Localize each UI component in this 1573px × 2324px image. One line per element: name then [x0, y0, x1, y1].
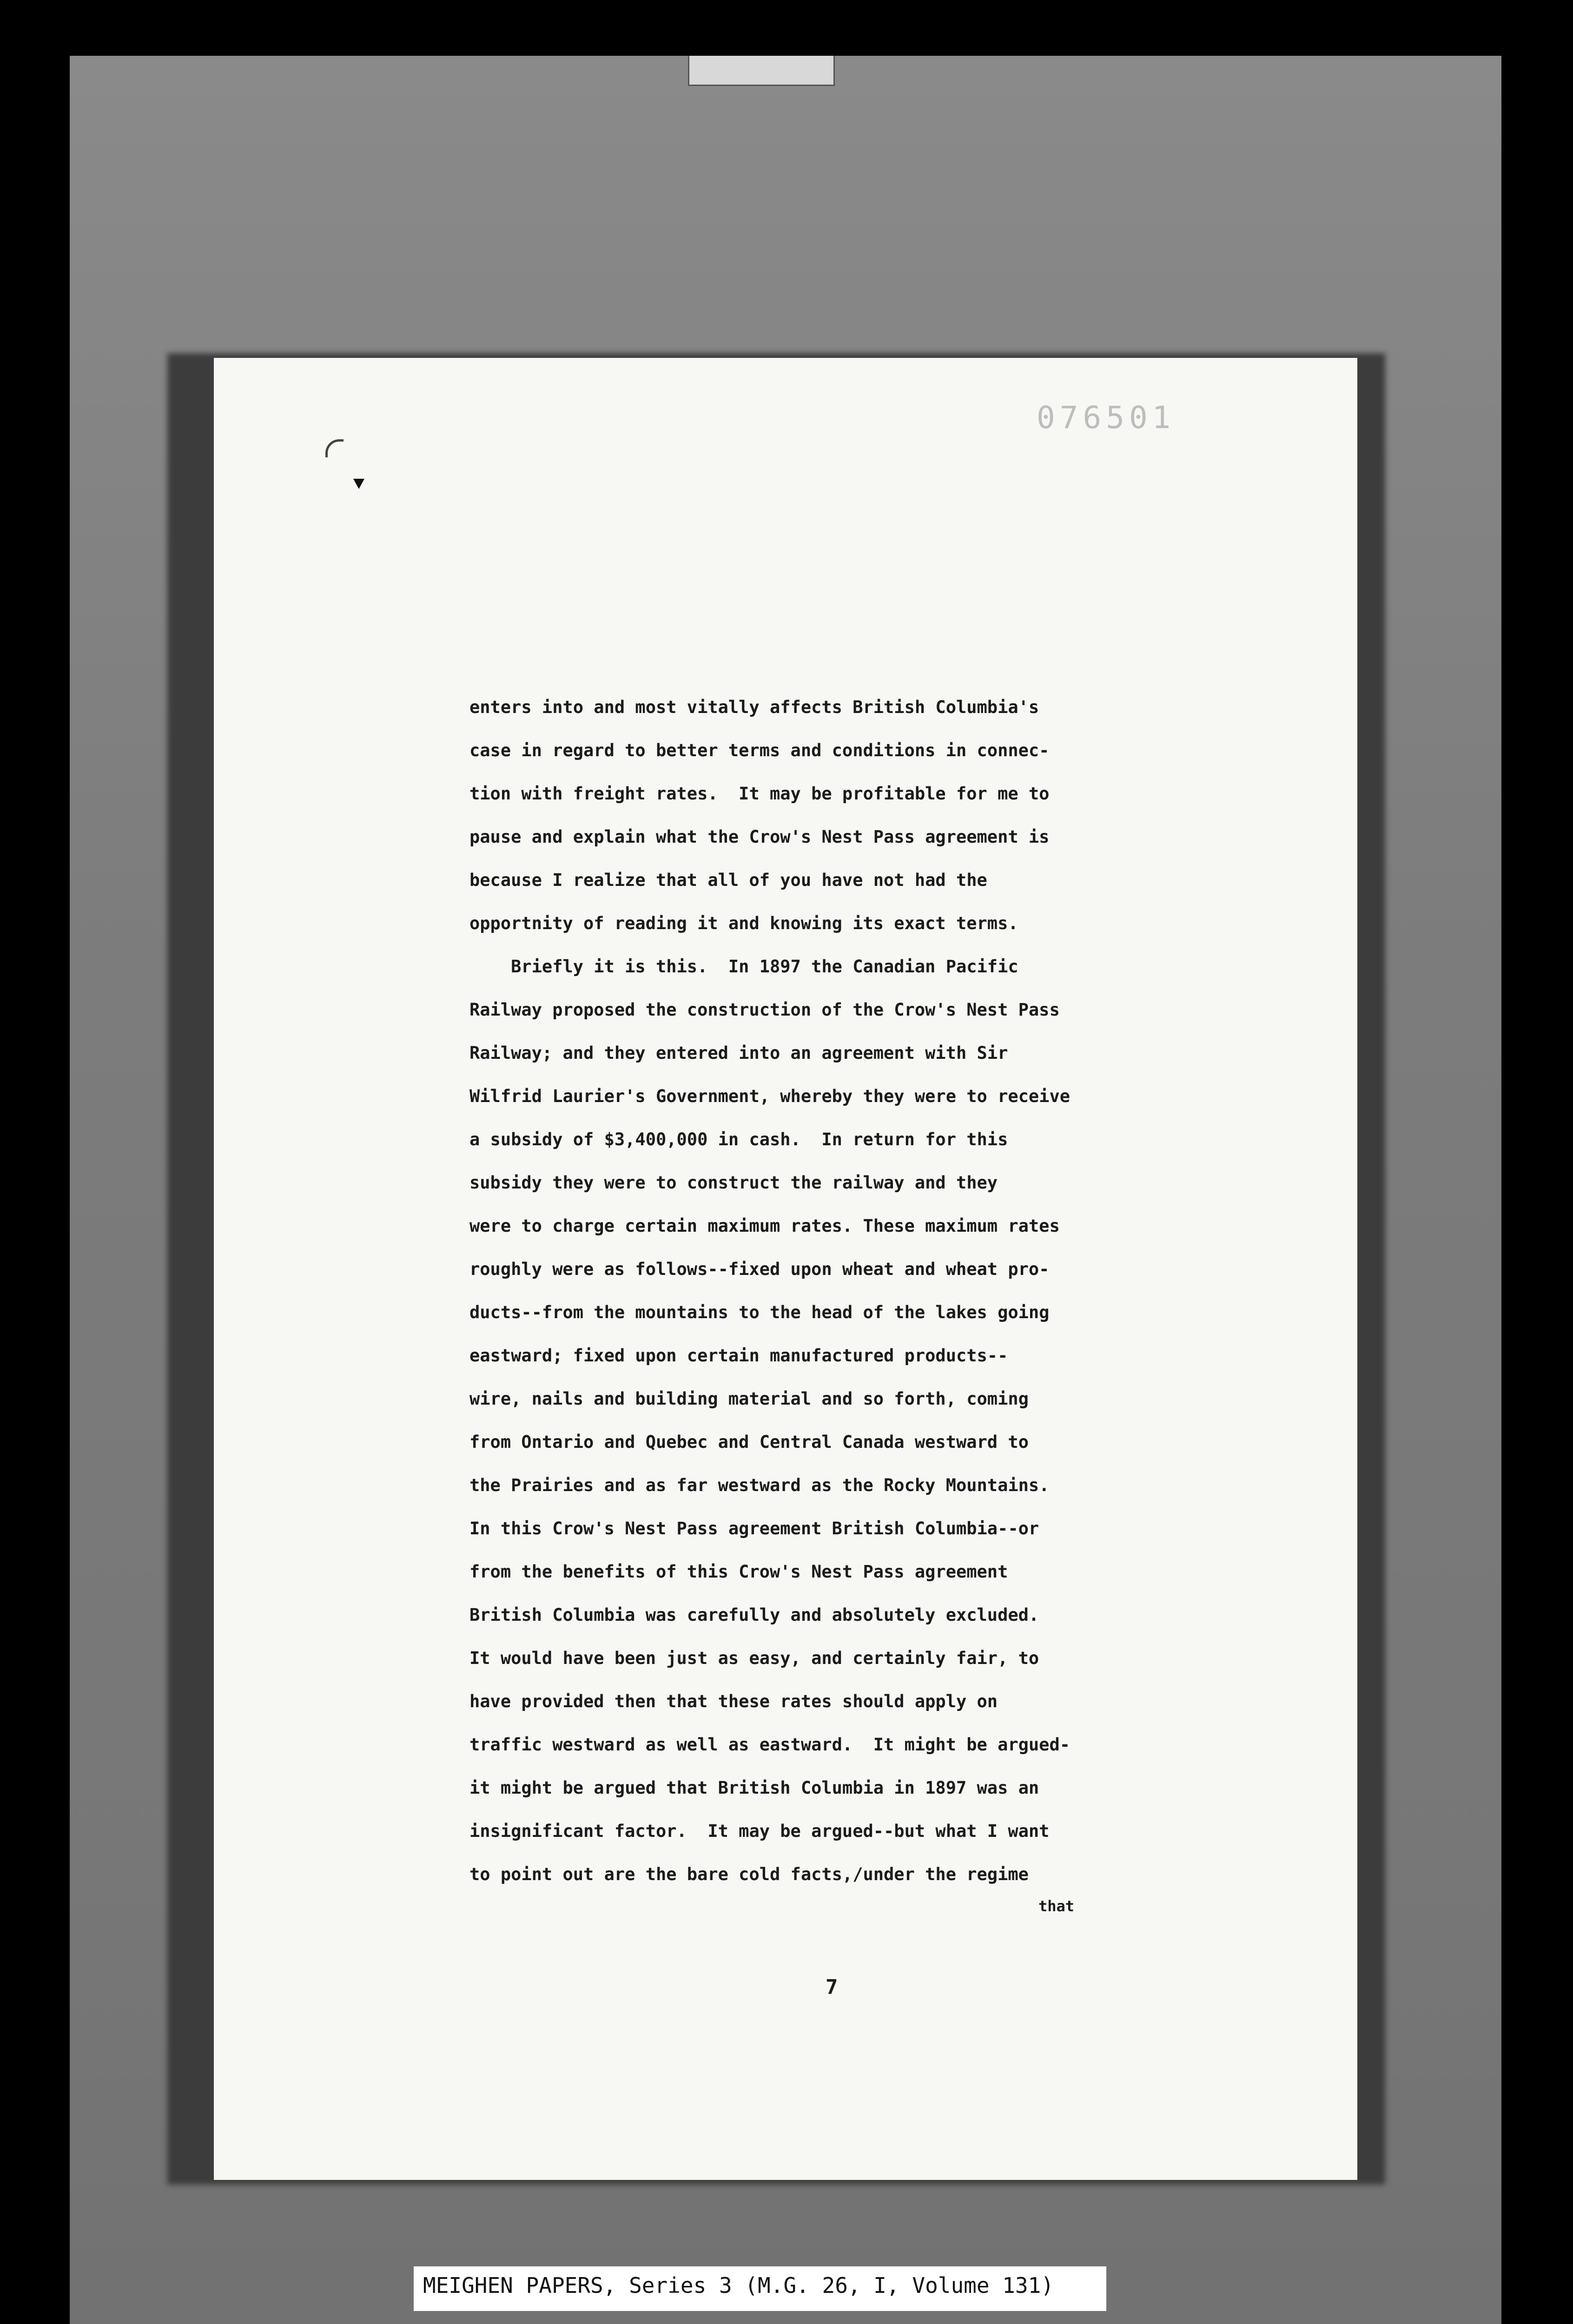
typewritten-body — [469, 686, 1315, 1896]
top-clip-tab — [688, 56, 835, 86]
body-line: case in regard to better terms and conditions in connec- — [469, 740, 1050, 760]
archive-number-stamp: 076501 — [1037, 400, 1176, 436]
body-line: from the benefits of this Crow's Nest Pass agreement — [469, 1562, 1008, 1582]
body-line: the Prairies and as far westward as the Rocky Mountains. — [469, 1475, 1050, 1495]
body-line: British Columbia was carefully and absolutely excluded. — [469, 1605, 1039, 1625]
body-line: roughly were as follows--fixed upon wheat and wheat pro- — [469, 1259, 1050, 1279]
body-line: Railway proposed the construction of the Crow's Nest Pass — [469, 1000, 1060, 1020]
body-line: In this Crow's Nest Pass agreement British Columbia--or — [469, 1519, 1039, 1538]
body-line: were to charge certain maximum rates. These maximum rates — [469, 1216, 1060, 1236]
body-line: Wilfrid Laurier's Government, whereby they were to receive — [469, 1086, 1071, 1106]
body-line: Railway; and they entered into an agreement with Sir — [469, 1043, 1008, 1063]
body-line: have provided then that these rates should apply on — [469, 1691, 998, 1711]
body-line: subsidy they were to construct the railway and they — [469, 1173, 998, 1193]
body-line: from Ontario and Quebec and Central Canada westward to — [469, 1432, 1029, 1452]
collection-reference-label: MEIGHEN PAPERS, Series 3 (M.G. 26, I, Volume 131) — [414, 2266, 1106, 2311]
body-line: because I realize that all of you have not had the — [469, 870, 987, 890]
body-line: it might be argued that British Columbia in 1897 was an — [469, 1778, 1039, 1798]
body-line: to point out are the bare cold facts,/under the regime — [469, 1864, 1029, 1884]
corner-mark — [353, 479, 364, 489]
body-line: tion with freight rates. It may be profitable for me to — [469, 784, 1050, 804]
body-line: a subsidy of $3,400,000 in cash. In return for this — [469, 1129, 1008, 1149]
body-line: ducts--from the mountains to the head of the lakes going — [469, 1302, 1050, 1322]
body-line: opportnity of reading it and knowing its exact terms. — [469, 913, 1018, 933]
body-line: eastward; fixed upon certain manufactured products-- — [469, 1346, 1008, 1366]
body-line: traffic westward as well as eastward. It might be argued- — [469, 1735, 1071, 1755]
body-line: enters into and most vitally affects British Columbia's — [469, 697, 1039, 717]
body-line: Briefly it is this. In 1897 the Canadian Pacific — [469, 957, 1018, 977]
interlinear-insertion: that — [1038, 1897, 1075, 1915]
body-line: wire, nails and building material and so forth, coming — [469, 1389, 1029, 1409]
page-number: 7 — [826, 1975, 838, 1999]
body-line: insignificant factor. It may be argued--but what I want — [469, 1821, 1050, 1841]
body-line: pause and explain what the Crow's Nest Pass agreement is — [469, 827, 1050, 847]
body-line: It would have been just as easy, and certainly fair, to — [469, 1648, 1039, 1668]
